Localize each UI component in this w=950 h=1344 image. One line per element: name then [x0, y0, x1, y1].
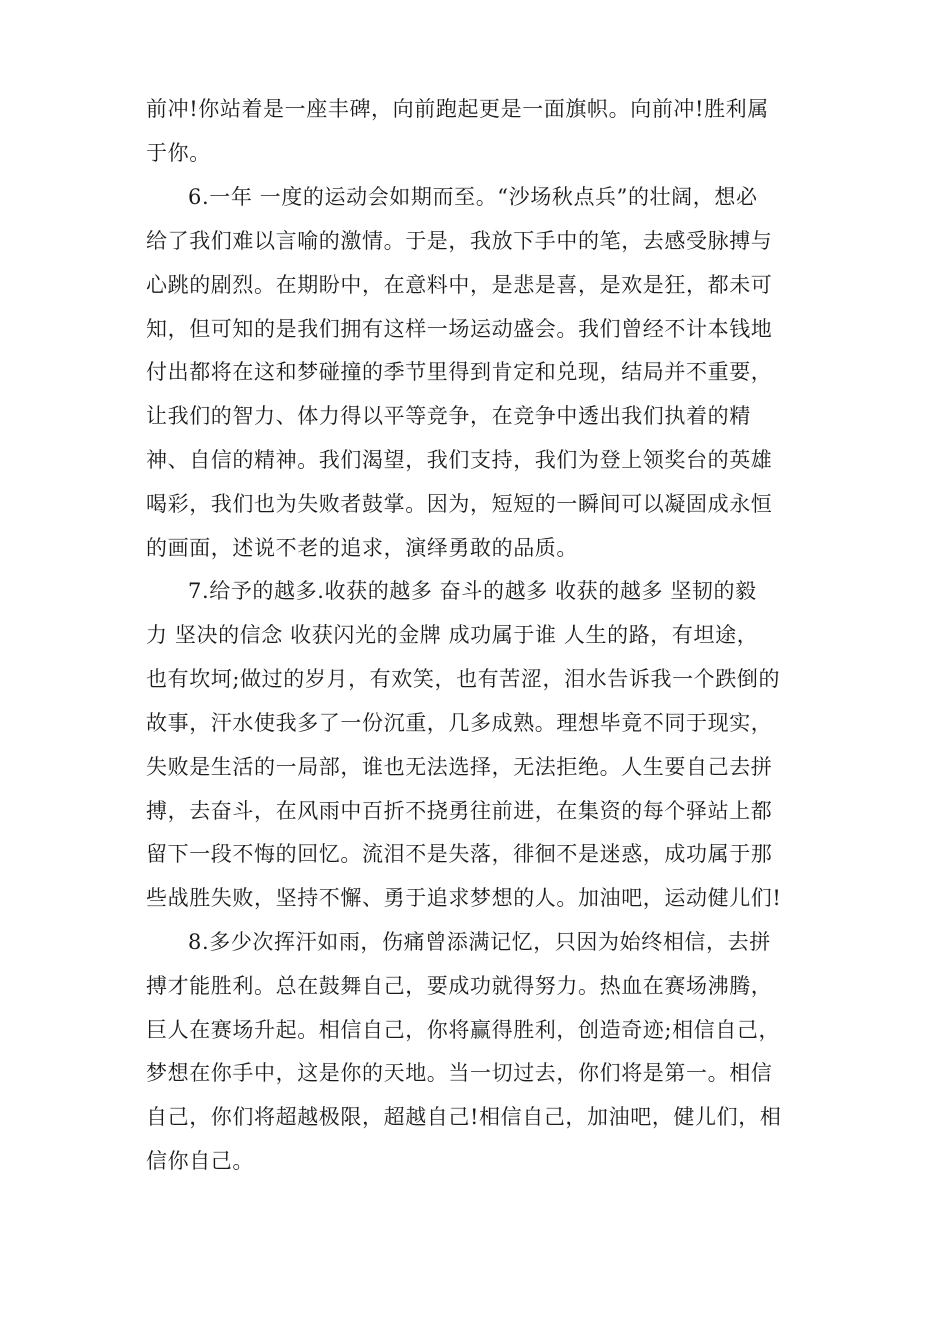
text-line: 些战胜失败，坚持不懈、勇于追求梦想的人。加油吧，运动健儿们!	[146, 886, 782, 910]
paragraph-8-first-line: 8.多少次挥汗如雨，伤痛曾添满记忆，只因为始终相信，去拼	[188, 930, 771, 954]
text-line: 知，但可知的是我们拥有这样一场运动盛会。我们曾经不计本钱地	[146, 317, 773, 341]
text-line: 巨人在赛场升起。相信自己，你将赢得胜利，创造奇迹;相信自己，	[146, 1018, 781, 1042]
text-line: 故事，汗水使我多了一份沉重，几多成熟。理想毕竟不同于现实，	[146, 711, 773, 735]
text-line: 神、自信的精神。我们渴望，我们支持，我们为登上领奖台的英雄	[146, 448, 773, 472]
text-line: 给了我们难以言喻的激情。于是，我放下手中的笔，去感受脉搏与	[146, 229, 773, 253]
text-line: 让我们的智力、体力得以平等竞争，在竞争中透出我们执着的精	[146, 404, 751, 428]
text-line: 付出都将在这和梦碰撞的季节里得到肯定和兑现，结局并不重要，	[146, 360, 773, 384]
text-line: 力 坚决的信念 收获闪光的金牌 成功属于谁 人生的路，有坦途，	[146, 623, 759, 647]
text-line: 搏才能胜利。总在鼓舞自己，要成功就得努力。热血在赛场沸腾，	[146, 974, 773, 998]
text-line: 心跳的剧烈。在期盼中，在意料中，是悲是喜，是欢是狂，都未可	[146, 273, 773, 297]
paragraph-6-first-line: 6.一年 一度的运动会如期而至。“沙场秋点兵”的壮阔，想必	[188, 185, 758, 209]
text-line: 前冲!你站着是一座丰碑，向前跑起更是一面旗帜。向前冲!胜利属	[146, 97, 769, 121]
text-line: 喝彩，我们也为失败者鼓掌。因为，短短的一瞬间可以凝固成永恒	[146, 492, 773, 516]
text-line: 信你自己。	[146, 1149, 254, 1173]
text-line: 失败是生活的一局部，谁也无法选择，无法拒绝。人生要自己去拼	[146, 755, 773, 779]
text-line: 搏，去奋斗，在风雨中百折不挠勇往前进，在集资的每个驿站上都	[146, 799, 773, 823]
paragraph-7-first-line: 7.给予的越多.收获的越多 奋斗的越多 收获的越多 坚韧的毅	[188, 579, 757, 603]
text-line: 的画面，述说不老的追求，演绎勇敢的品质。	[146, 536, 578, 560]
text-line: 也有坎坷;做过的岁月，有欢笑，也有苦涩，泪水告诉我一个跌倒的	[146, 667, 781, 691]
text-line: 自己，你们将超越极限，超越自己!相信自己，加油吧，健儿们，相	[146, 1105, 782, 1129]
text-line: 于你。	[146, 141, 211, 165]
text-line: 留下一段不悔的回忆。流泪不是失落，徘徊不是迷惑，成功属于那	[146, 842, 773, 866]
text-line: 梦想在你手中，这是你的天地。当一切过去，你们将是第一。相信	[146, 1061, 773, 1085]
